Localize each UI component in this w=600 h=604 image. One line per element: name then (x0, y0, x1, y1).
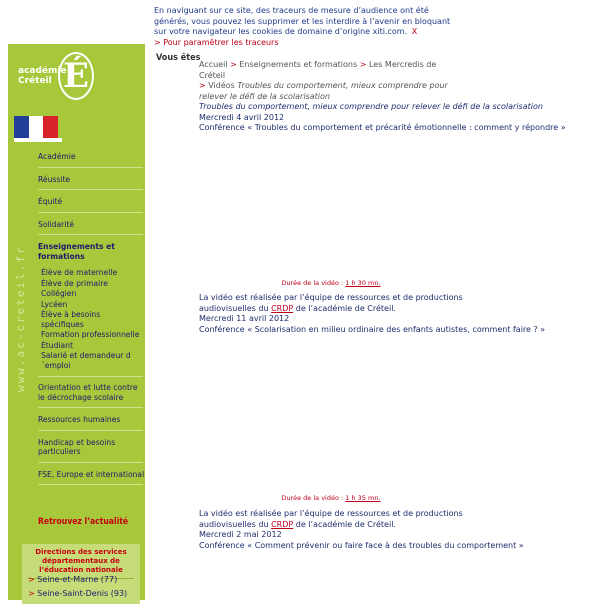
republique-francaise-logo-icon (14, 116, 58, 138)
entry-2 (199, 314, 546, 335)
actualite-heading: Retrouvez l’actualité (38, 517, 129, 527)
breadcrumb-current: Troubles du comportement, mieux comprendre pour relever le défi de la scolarisation (199, 81, 448, 101)
arrow-right-icon: > (28, 589, 35, 598)
arrow-right-icon: > (28, 575, 35, 584)
entry-date: Mercredi 2 mai 2012 (199, 530, 282, 539)
breadcrumb-accueil[interactable]: Accueil (199, 60, 228, 69)
entry-credit: La vidéo est réalisée par l’équipe de ressources et de productions audiovisuelles du CRDP de l’académie de Créteil. (199, 293, 463, 313)
nav-sub-formation-pro[interactable]: Formation professionnelle (41, 330, 140, 339)
breadcrumb-mercredis[interactable]: Les Mercredis de Créteil (199, 60, 437, 80)
duration-value: 1 h 30 mn. (345, 279, 381, 287)
cookie-text: En naviguant sur ce site, des traceurs de mesure d’audience ont été générés, vous pouvez les supprimer et les interdire à l’avenir en bloquant sur votre navigateur les cookies de domaine d’origine xiti.com. (154, 6, 451, 36)
nav-item-equite[interactable]: Équité (38, 197, 143, 213)
nav-item-reussite[interactable]: Réussite (38, 175, 143, 191)
entry-title: Troubles du comportement, mieux comprendre pour relever le défi de la scolarisation (199, 102, 543, 111)
vous-etes-label: Vous êtes (156, 53, 201, 63)
duration-value: 1 h 35 mn. (345, 494, 381, 502)
video-duration: Durée de la vidéo : 1 h 35 mn. (281, 494, 381, 502)
entry-date: Mercredi 4 avril 2012 (199, 112, 285, 122)
entry-conference: Conférence « Scolarisation en milieu ordinaire des enfants autistes, comment faire ? » (199, 324, 546, 334)
breadcrumb-sep-icon: > (199, 81, 206, 90)
entry-conference: Conférence « Comment prévenir ou faire face à des troubles du comportement » (199, 540, 524, 550)
breadcrumb-sep-icon: > (230, 60, 237, 69)
breadcrumb (199, 60, 463, 102)
academie-logo-text[interactable]: académie Créteil (18, 66, 67, 86)
breadcrumb-enseignements[interactable]: Enseignements et formations (239, 60, 358, 69)
dept-link-77[interactable]: > Seine-et-Marne (77) (28, 575, 118, 584)
breadcrumb-videos[interactable]: Vidéos (208, 81, 235, 90)
entry-3 (199, 530, 524, 551)
nav-item-enseignements[interactable]: Enseignements et formations (38, 242, 115, 261)
crdp-link[interactable]: CRDP (271, 519, 294, 529)
nav-sub-lyceen[interactable]: Lycéen (41, 299, 68, 309)
main-nav (38, 152, 143, 492)
nav-sub-besoins[interactable]: Élève à besoins spécifiques (41, 310, 101, 329)
sidebar (8, 44, 145, 600)
nav-item-orientation[interactable]: Orientation et lutte contre le décrochage scolaire (38, 383, 143, 408)
logo-caption (14, 138, 62, 142)
nav-item-rh[interactable]: Ressources humaines (38, 415, 143, 431)
nav-subitems (38, 268, 143, 377)
nav-item-fse[interactable]: FSE, Europe et international (38, 470, 143, 486)
video-duration: Durée de la vidéo : 1 h 30 mn. (281, 279, 381, 287)
nav-sub-maternelle[interactable]: Élève de maternelle (41, 268, 118, 277)
crdp-link[interactable]: CRDP (271, 303, 294, 313)
nav-sub-collegien[interactable]: Collégien (41, 289, 77, 298)
entry-conference: Conférence « Troubles du comportement et précarité émotionnelle : comment y répondre » (199, 123, 566, 132)
site-url-vertical: www.ac-creteil.fr (14, 245, 27, 392)
nav-item-academie[interactable]: Académie (38, 152, 143, 168)
nav-sub-etudiant[interactable]: Étudiant (41, 340, 73, 350)
cookie-close-button[interactable]: X (411, 27, 418, 36)
nav-item-handicap[interactable]: Handicap et besoins particuliers (38, 438, 143, 463)
cookie-settings-link[interactable]: > Pour paramêtrer les traceurs (154, 37, 279, 47)
main-content (199, 60, 566, 134)
entry-credit: La vidéo est réalisée par l’équipe de ressources et de productions audiovisuelles du CRDP de l’académie de Créteil. (199, 509, 463, 529)
arrow-right-icon: > (154, 37, 161, 47)
entry-date: Mercredi 11 avril 2012 (199, 314, 290, 323)
academie-logo-icon[interactable]: É (58, 52, 94, 100)
nav-sub-salarie[interactable]: Salarié et demandeur d´emploi (41, 351, 131, 370)
dsden-title: Directions des services départementaux de l’éducation nationale (35, 548, 127, 574)
cookie-banner (154, 6, 454, 48)
nav-sub-primaire[interactable]: Élève de primaire (41, 278, 108, 288)
nav-item-solidarite[interactable]: Solidarité (38, 220, 143, 236)
breadcrumb-sep-icon: > (359, 60, 367, 69)
dept-link-93[interactable]: > Seine-Saint-Denis (93) (28, 589, 128, 598)
